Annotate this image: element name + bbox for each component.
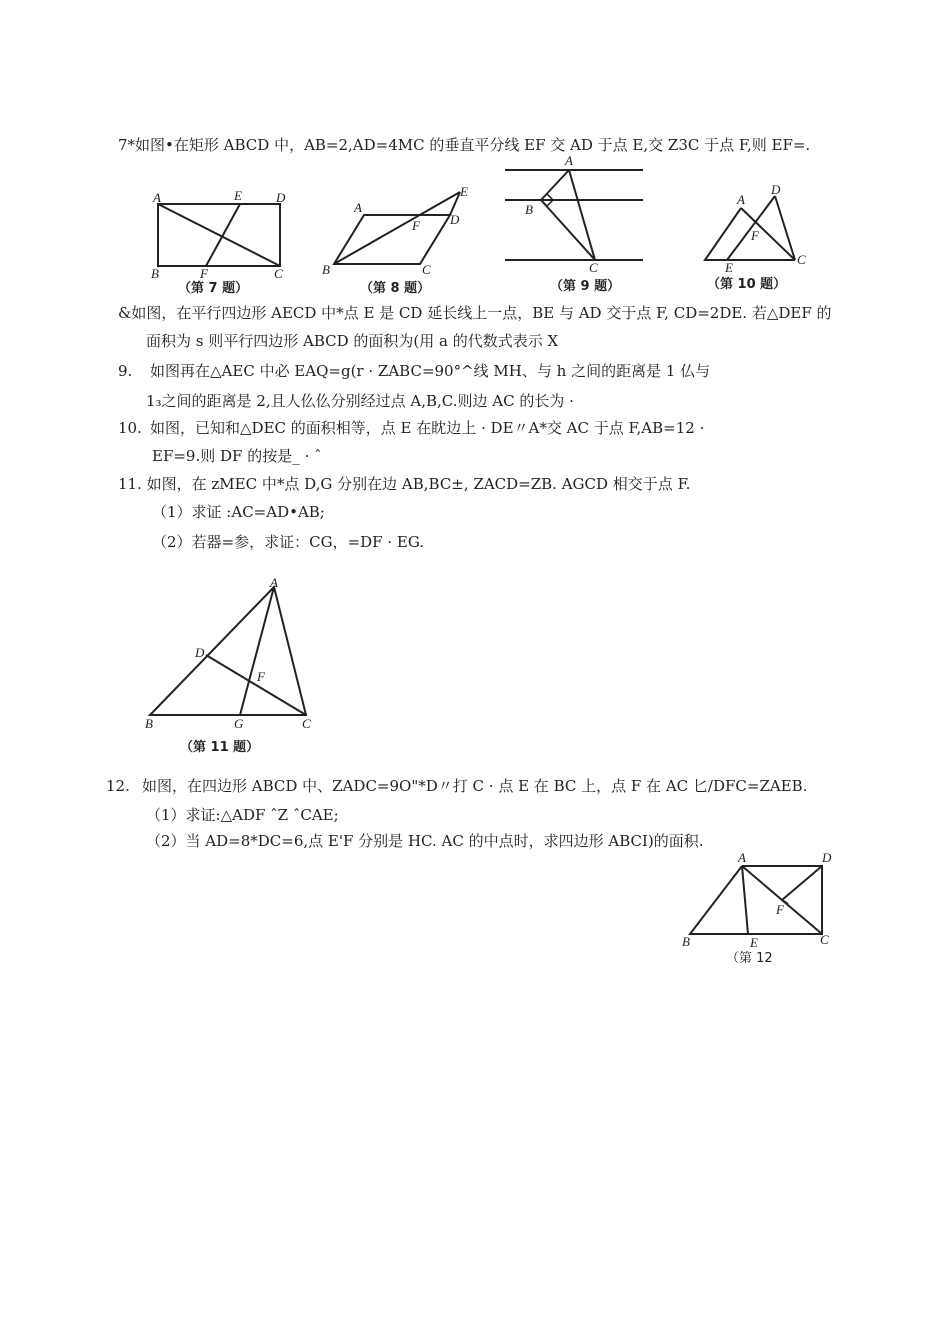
- question-11-line-1: 11. 如图，在 zMEC 中*点 D,G 分别在边 AB,BC±, ZACD=ZB. AGCD 相交于点 F.: [118, 475, 691, 493]
- fig9-label-c: C: [589, 260, 598, 275]
- fig11-label-d: D: [195, 645, 205, 660]
- fig9-label-b: B: [525, 202, 533, 217]
- figure-7: [148, 182, 298, 294]
- fig10-label-d: D: [771, 182, 781, 197]
- fig10-label-f: F: [751, 228, 759, 243]
- fig12-segment-ae: [742, 866, 748, 934]
- fig12-segment-df: [782, 866, 822, 900]
- fig11-label-g: G: [234, 716, 244, 731]
- figure-8: [320, 182, 480, 294]
- fig8-label-b: B: [322, 262, 330, 277]
- question-9-number: 9.: [118, 362, 133, 380]
- fig12-caption: （第 12: [726, 951, 773, 965]
- question-10-line-1: 如图，已知和△DEC 的面积相等，点 E 在眈边上 · DE〃A*交 AC 于点 F,AB=12 ·: [150, 419, 705, 437]
- fig12-label-a: A: [738, 850, 746, 865]
- question-7: 7*如图•在矩形 ABCD 中，AB=2,AD=4MC 的垂直平分线 EF 交 AD 于点 E,交 Z3C 于点 F,则 EF=.: [118, 136, 811, 154]
- fig8-label-c: C: [422, 262, 431, 277]
- fig9-label-a: A: [565, 153, 573, 168]
- fig7-label-a: A: [153, 190, 161, 205]
- figure-9: [505, 152, 645, 294]
- question-9-line-1: 如图再在△AEC 中必 EAQ=g(r · ZABC=90°^线 MH、与 h 之间的距离是 1 仏与: [150, 362, 711, 380]
- figure-10: [695, 182, 815, 294]
- fig7-label-d: D: [276, 190, 286, 205]
- fig7-label-e: E: [234, 188, 242, 203]
- fig7-label-f: F: [200, 266, 208, 281]
- fig11-segment-ag: [240, 587, 274, 715]
- fig12-quadrilateral-abcd: [690, 866, 822, 934]
- fig12-label-e: E: [750, 935, 758, 950]
- question-11-part-2: （2）若器=参，求证：CG，=DF · EG.: [152, 533, 425, 551]
- fig11-triangle-abc: [150, 587, 306, 715]
- fig12-label-b: B: [682, 934, 690, 949]
- fig10-label-a: A: [737, 192, 745, 207]
- fig7-caption: （第 7 题）: [178, 281, 249, 294]
- question-10-line-2: EF=9.则 DF 的按是_ · ˆ: [152, 447, 322, 465]
- fig11-caption: （第 11 题）: [180, 740, 260, 755]
- fig8-parallelogram: [334, 215, 450, 264]
- question-11-part-1: （1）求证 :AC=AD•AB;: [152, 503, 325, 521]
- question-12-line-1: 如图，在四边形 ABCD 中、ZADC=9O"*D〃打 C · 点 E 在 BC 上，点 F 在 AC 匕/DFC=ZAEB.: [142, 777, 808, 795]
- fig12-label-f: F: [776, 902, 784, 917]
- fig7-label-c: C: [274, 266, 283, 281]
- question-8-line-2: 面积为 s 则平行四边形 ABCD 的面积为(用 a 的代数式表示 X: [146, 332, 559, 350]
- question-10-number: 10.: [118, 419, 142, 437]
- fig10-caption: （第 10 题）: [707, 277, 787, 292]
- fig9-caption: （第 9 题）: [550, 279, 621, 294]
- fig11-segment-dc: [206, 655, 306, 715]
- question-9-line-2: 1₃之间的距离是 2,且人仫仫分别经过点 A,B,C.则边 AC 的长为 ·: [146, 392, 574, 410]
- fig8-label-d: D: [450, 212, 460, 227]
- fig8-label-a: A: [354, 200, 362, 215]
- fig8-label-e: E: [460, 184, 468, 199]
- fig7-segment-ef: [206, 204, 240, 266]
- fig10-label-e: E: [725, 260, 733, 275]
- fig12-label-d: D: [822, 850, 832, 865]
- fig8-label-f: F: [412, 218, 420, 233]
- figure-11: [140, 575, 320, 760]
- fig7-label-b: B: [151, 266, 159, 281]
- fig7-diagonal-ac: [158, 204, 280, 266]
- question-12-number: 12.: [106, 777, 130, 795]
- question-8-line-1: &如图，在平行四边形 AECD 中*点 E 是 CD 延长线上一点，BE 与 AD 交于点 F, CD=2DE. 若△DEF 的: [118, 304, 832, 322]
- question-12-part-2: （2）当 AD=8*DC=6,点 E'F 分别是 HC. AC 的中点时，求四边形 ABCI)的面积.: [146, 832, 704, 850]
- question-12-part-1: （1）求证:△ADF ˆZ ˆCAE;: [146, 806, 339, 824]
- fig8-caption: （第 8 题）: [360, 281, 431, 294]
- fig11-label-b: B: [145, 716, 153, 731]
- fig10-label-c: C: [797, 252, 806, 267]
- fig9-segment-ab: [541, 170, 569, 200]
- fig11-label-f: F: [257, 669, 265, 684]
- fig11-label-c: C: [302, 716, 311, 731]
- fig12-label-c: C: [820, 932, 829, 947]
- fig11-label-a: A: [270, 575, 278, 590]
- figure-12: [678, 850, 838, 965]
